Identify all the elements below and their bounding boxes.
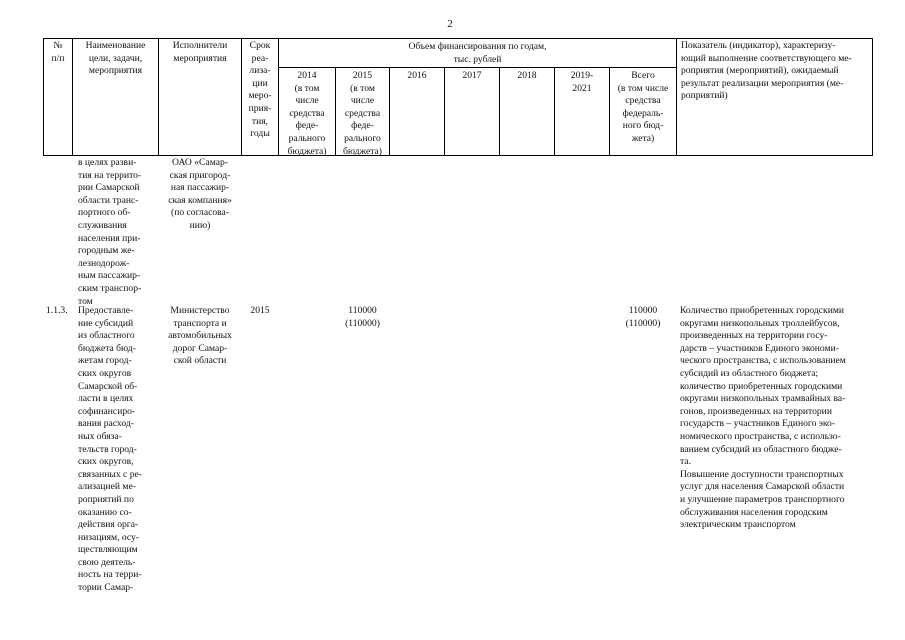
header-year-2015: 2015 (в том числе средства феде- рального бюджета) (343, 70, 382, 157)
header-indicator: Показатель (индикатор), характеризу- ющий выполнение соответствующего ме- роприятия (мероприятий), ожидаемый результат реализации мероприятия (ме- роприятий) (681, 40, 852, 102)
row-113-executors: Министерство транспорта и автомобильных дорог Самар- ской области (168, 305, 232, 367)
row-113-2015-amount: 110000 (110000) (345, 305, 380, 329)
row-113-name: Предоставле- ние субсидий из областного бюджета бюд- жетам город- ских округов Самарской об- ласти в целях софинансиро- вания расход- ных обяза- тельств город- ских округов, связанных с ре- ализацией ме- роприятий по оказанию со- действия орга- низациям, осу- ществляющим свою деятель- ность на терри- тории Самар- (78, 305, 142, 594)
row-continuation-name: в целях разви- тия на террито- рии Самарской области транс- портного об- служивания населения при- городным же- лезнодорож- ным пассажир- ским транспор- том (78, 157, 142, 307)
header-year-2018: 2018 (517, 70, 537, 81)
header-year-2017: 2017 (462, 70, 482, 81)
header-year-2014: 2014 (в том числе средства феде- рального бюджета) (287, 70, 327, 157)
row-113-total: 110000 (110000) (625, 305, 661, 329)
header-funding: Объем финансирования по годам, тыс. рублей (408, 41, 547, 65)
header-name: Наименование цели, задачи, мероприятия (85, 40, 146, 77)
header-year-2016: 2016 (407, 70, 427, 81)
row-113-term: 2015 (250, 305, 270, 316)
row-continuation-executors: ОАО «Самар- ская пригород- ная пассажир- ская компания» (по согласова- нию) (168, 157, 232, 231)
row-113-number: 1.1.3. (46, 305, 68, 316)
header-term: Срок реа- лиза- ции меро- прия- тия, годы (248, 40, 272, 140)
header-year-2019-2021: 2019- 2021 (570, 70, 594, 94)
header-number: № п/п (51, 40, 65, 64)
header-executors: Исполнители мероприятия (172, 40, 228, 64)
row-113-indicator: Количество приобретенных городскими округами низкопольных троллейбусов, произведенных на территории госу- дарств – участников Единого экономи- ческого пространства, с использованием субсидий из областного бюджета; количество приобретенных городскими округами низкопольных трамвайных ва- гонов, произведенных на территории государств – участников Единого эко- номического пространства, с использо- ванием субсидий из областного бюдже- та. Повышение доступности транспортных услуг для населения Самарской области и улучшение параметров транспортного обслуживания населения городским электрическим транспортом (680, 305, 846, 531)
page-number: 2 (447, 18, 453, 30)
header-total: Всего (в том числе средства федераль- ного бюд- жета) (617, 70, 669, 144)
